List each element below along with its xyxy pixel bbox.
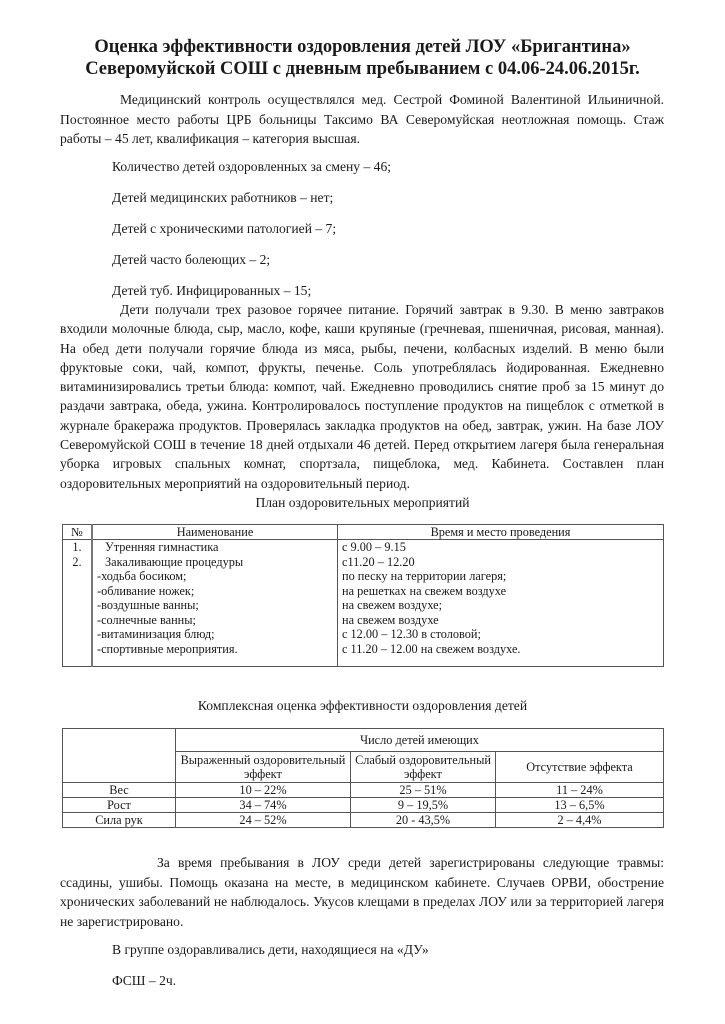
names-cell bbox=[92, 540, 338, 667]
header-number: № bbox=[63, 525, 93, 540]
eval-row-height bbox=[63, 798, 664, 813]
stat-children-count: Количество детей оздоровленных за смену – 46; bbox=[112, 159, 392, 174]
activity-time: с11.20 – 12.20 bbox=[342, 554, 415, 569]
col-header-weak: Слабый оздоровительный эффект bbox=[351, 752, 496, 783]
cell-value: 25 – 51% bbox=[351, 783, 496, 798]
title-line-1: Оценка эффективности оздоровления детей ЛОУ «Бригантина» bbox=[94, 37, 631, 57]
eval-table bbox=[62, 728, 664, 828]
activity-time: с 11.20 – 12.00 на свежем воздухе. bbox=[342, 641, 521, 656]
activity-time: на свежем воздухе; bbox=[342, 598, 443, 612]
nutrition-paragraph: Дети получали трех разовое горячее питание. Горячий завтрак в 9.30. В меню завтраков входили молочные блюда, сыр, масло, кофе, каши крупяные (гречневая, пшеничная, рисовая, манная). На обед дети получали горячие блюда из мяса, рыбы, печени, колбасных изделий. В меню были фруктовые соки, чай, компот, фрукты, печенье. Соль употреблялась йодированная. Ежедневно витаминизировались третьи блюда: компот, чай. Ежедневно проводились снятие проб за 15 минут до раздачи завтрака, обеда, ужина. Контролировалось поступление продуктов на пищеблок с отметкой в журнале бракеража продуктов. Проверялась закладка продуктов на обед, завтрак, ужин. На базе ЛОУ Северомуйской СОШ в течение 18 дней отдыхали 46 детей. Перед открытием лагеря была генеральная уборка игровых спальных комнат, спортзала, пищеблока, мед. Кабинета. Составлен план оздоровительных мероприятий на оздоровительный период. bbox=[60, 302, 664, 491]
times-cell bbox=[338, 540, 664, 667]
activity-name: -воздушные ванны; bbox=[97, 598, 199, 612]
activity-name: -ходьба босиком; bbox=[97, 569, 187, 583]
cell-value: 11 – 24% bbox=[496, 783, 664, 798]
eval-row-grip bbox=[63, 813, 664, 828]
row-number: 2. bbox=[72, 554, 82, 569]
cell-value: 10 – 22% bbox=[176, 783, 351, 798]
activity-time: с 12.00 – 12.30 в столовой; bbox=[342, 627, 481, 641]
eval-table-caption: Комплексная оценка эффективности оздоровления детей bbox=[197, 698, 528, 713]
row-label: Рост bbox=[63, 798, 176, 813]
header-name: Наименование bbox=[92, 525, 338, 540]
activity-name: -витаминизация блюд; bbox=[97, 627, 215, 641]
plan-table-body-row bbox=[63, 540, 664, 667]
cell-value: 2 – 4,4% bbox=[496, 813, 664, 828]
cell-value: 20 - 43,5% bbox=[351, 813, 496, 828]
numbers-cell bbox=[63, 540, 93, 667]
activity-time: на свежем воздухе bbox=[342, 612, 439, 627]
activity-name: -обливание ножек; bbox=[97, 583, 195, 598]
eval-empty-corner bbox=[63, 729, 176, 783]
plan-table bbox=[62, 524, 664, 667]
activity-time: по песку на территории лагеря; bbox=[342, 569, 507, 583]
fsh-line: ФСШ – 2ч. bbox=[112, 973, 177, 988]
intro-paragraph: Медицинский контроль осуществлялся мед. Сестрой Фоминой Валентиной Ильиничной. Постоянное место работы ЦРБ больницы Таксимо ВА Северомуйская неотложная помощь. Стаж работы – 45 лет, квалификация – категория высшая. bbox=[60, 92, 664, 146]
stat-frequently-ill: Детей часто болеющих – 2; bbox=[112, 252, 271, 267]
title-line-2: Северомуйской СОШ с дневным пребыванием с 04.06-24.06.2015г. bbox=[85, 59, 640, 79]
activity-name: -солнечные ванны; bbox=[97, 612, 196, 627]
activity-name: -спортивные мероприятия. bbox=[97, 641, 238, 656]
eval-group-header: Число детей имеющих bbox=[176, 729, 664, 752]
cell-value: 9 – 19,5% bbox=[351, 798, 496, 813]
activity-time: с 9.00 – 9.15 bbox=[342, 540, 406, 554]
stat-medical-staff-children: Детей медицинских работников – нет; bbox=[112, 190, 334, 205]
row-label: Вес bbox=[63, 783, 176, 798]
injuries-paragraph: За время пребывания в ЛОУ среди детей зарегистрированы следующие травмы: ссадины, ушибы. Помощь оказана на месте, в медицинском кабинете. Случаев ОРВИ, обострение хронических заболеваний не наблюдалось. Укусов клещами в пределах ЛОУ или за территорией лагеря не зарегистрировано. bbox=[60, 855, 664, 929]
col-header-none: Отсутствие эффекта bbox=[496, 752, 664, 783]
eval-group-header-row bbox=[63, 729, 664, 752]
header-time-place: Время и место проведения bbox=[338, 525, 664, 540]
row-number: 1. bbox=[72, 540, 82, 554]
page-title bbox=[60, 36, 665, 80]
stat-chronic-pathology: Детей с хроническими патологией – 7; bbox=[112, 221, 337, 236]
row-label: Сила рук bbox=[63, 813, 176, 828]
plan-table-header-row bbox=[63, 525, 664, 540]
activity-name: Утренняя гимнастика bbox=[105, 540, 219, 554]
cell-value: 34 – 74% bbox=[176, 798, 351, 813]
activity-name: Закаливающие процедуры bbox=[105, 554, 244, 569]
activity-time: на решетках на свежем воздухе bbox=[342, 583, 507, 598]
cell-value: 13 – 6,5% bbox=[496, 798, 664, 813]
du-line: В группе оздоравливались дети, находящиеся на «ДУ» bbox=[112, 942, 429, 957]
eval-row-weight bbox=[63, 783, 664, 798]
cell-value: 24 – 52% bbox=[176, 813, 351, 828]
plan-table-caption: План оздоровительных мероприятий bbox=[255, 495, 470, 510]
stat-tb-infected: Детей туб. Инфицированных – 15; bbox=[112, 283, 312, 298]
col-header-pronounced: Выраженный оздоровительный эффект bbox=[176, 752, 351, 783]
